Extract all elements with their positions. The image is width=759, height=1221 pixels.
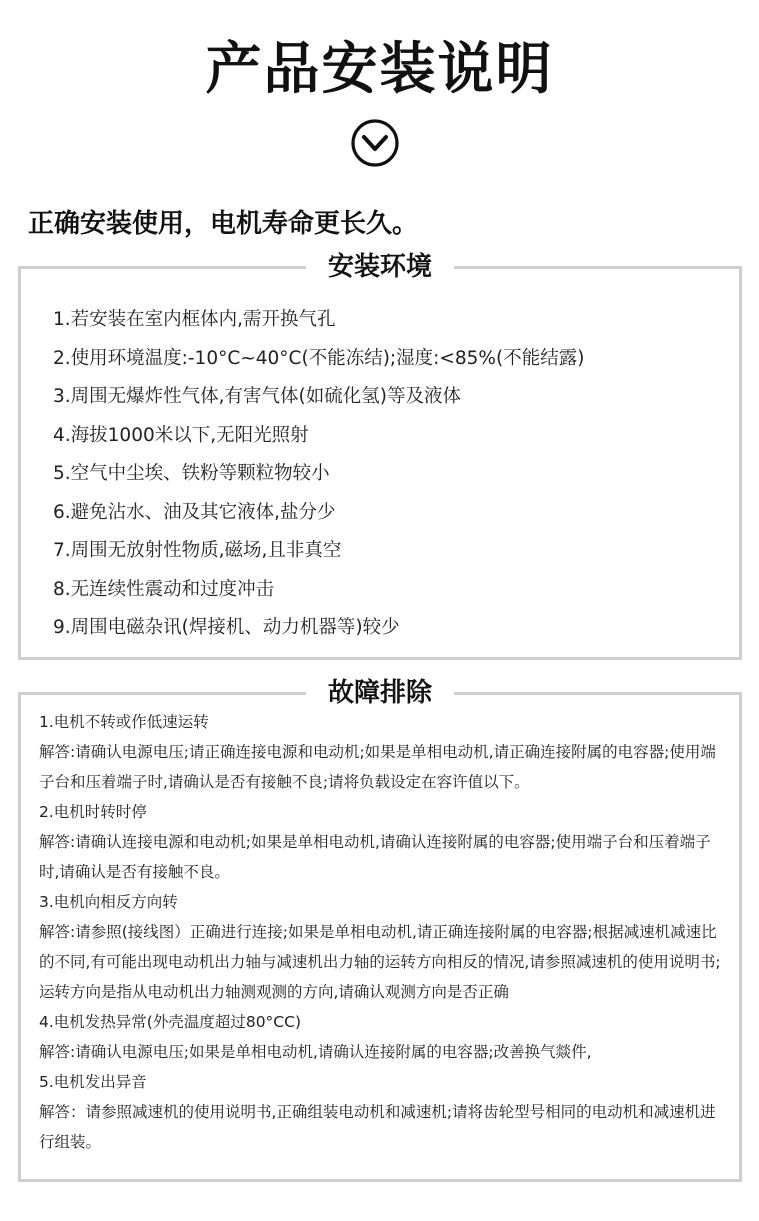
fault-answer: 解答:请确认电源电压;如果是单相电动机,请确认连接附属的电容器;改善换气燚件, <box>39 1043 592 1061</box>
fault-question: 2.电机时转时停 <box>39 803 147 821</box>
fault-answer: 解答:请确认电源电压;请正确连接电源和电动机;如果是单相电动机,请正确连接附属的电容器;使用端子台和压着端子时,请确认是否有接触不良;请将负载设定在容许值以下。 <box>39 743 716 791</box>
list-item: 7.周围无放射性物质,磁场,且非真空 <box>53 540 342 561</box>
page-title: 产品安装说明 <box>205 37 554 102</box>
fault-answer: 解答：请参照减速机的使用说明书,正确组装电动机和减速机;请将齿轮型号相同的电动机和减速机进行组装。 <box>39 1103 716 1151</box>
chevron-down-circle-icon <box>350 118 400 168</box>
environment-title: 安装环境 <box>306 248 454 286</box>
list-item: 8.无连续性震动和过度冲击 <box>53 578 275 600</box>
fault-question: 5.电机发出异音 <box>39 1073 147 1091</box>
list-item: 2.使用环境温度:-10°C~40°C(不能冻结);湿度:<85%(不能结露) <box>53 347 585 369</box>
environment-section <box>18 252 742 660</box>
list-item: 3.周围无爆炸性气体,有害气体(如硫化氢)等及液体 <box>53 386 461 407</box>
list-item: 4.海拔1000米以下,无阳光照射 <box>53 424 309 446</box>
troubleshooting-section <box>18 678 742 1182</box>
slogan: 正确安装使用，电机寿命更长久。 <box>28 209 419 239</box>
list-item: 9.周围电磁杂讯(焊接机、动力机器等)较少 <box>53 617 400 638</box>
list-item: 6.避免沾水、油及其它液体,盐分少 <box>53 501 336 523</box>
environment-list <box>53 301 584 648</box>
list-item: 1.若安装在室内框体内,需开换气孔 <box>53 309 336 330</box>
troubleshooting-list <box>39 707 729 1157</box>
fault-question: 3.电机向相反方向转 <box>39 893 178 911</box>
troubleshooting-title: 故障排除 <box>306 674 454 712</box>
fault-answer: 解答:请确认连接电源和电动机;如果是单相电动机,请确认连接附属的电容器;使用端子台和压着端子时,请确认是否有接触不良。 <box>39 833 711 881</box>
list-item: 5.空气中尘埃、铁粉等颗粒物较小 <box>53 463 330 484</box>
fault-question: 1.电机不转或作低速运转 <box>39 713 209 731</box>
fault-question: 4.电机发热异常(外壳温度超过80°CC) <box>39 1013 302 1031</box>
fault-answer: 解答:请参照(接线图）正确进行连接;如果是单相电动机,请正确连接附属的电容器;根据减速机减速比的不同,有可能出现电动机出力轴与减速机出力轴的运转方向相反的情况,请参照减速机的使用说明书;运转方向是指从电动机出力轴测观测的方向,请确认观测方向是否正确 <box>39 923 721 1001</box>
